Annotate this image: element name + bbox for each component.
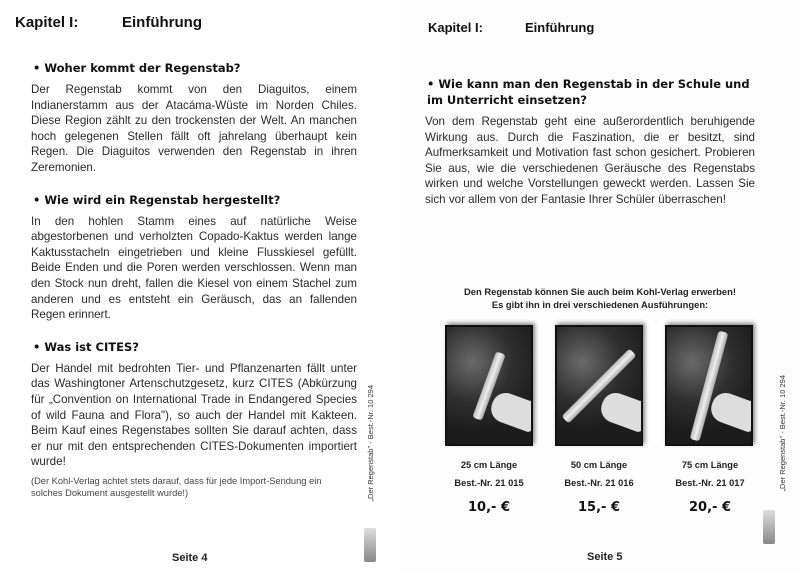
product-price: 15,- € (578, 500, 620, 515)
product-photo (555, 325, 643, 446)
product-length: 50 cm Länge (570, 460, 628, 470)
section-heading: • Was ist CITES? (33, 339, 139, 354)
chapter-label: Kapitel I: (15, 14, 79, 31)
page-number: Seite 5 (587, 551, 623, 563)
product-photo (665, 325, 753, 446)
product-photo (445, 325, 533, 446)
chapter-title: Einführung (122, 14, 202, 31)
publisher-logo-icon (763, 510, 775, 544)
product-price: 20,- € (689, 500, 731, 515)
side-order-text: „Der Regenstab" - Best.-Nr. 10 294 (778, 375, 787, 492)
section-text: Der Regenstab kommt von den Diaguitos, einem Indianerstamm aus der Atacáma-Wüste im Norden Chiles. Diese Region zählt zu den trockensten der Welt. An manchen hoch gelegenen Stellen fällt oft jahrelang überhaupt kein Regen. Die Diaguitos verwenden den Regenstab in ihren Zeremonien. (31, 83, 357, 174)
page-4-content (31, 60, 357, 565)
import-note: (Der Kohl-Verlag achtet stets darauf, dass für jede Import-Sendung ein solches Dokument ausgestellt wurde!) (31, 475, 322, 499)
page-number: Seite 4 (172, 552, 208, 564)
section-heading: • Wie wird ein Regenstab hergestellt? (33, 192, 281, 207)
product-length: 25 cm Länge (460, 460, 518, 470)
section-text: Von dem Regenstab geht eine außerordentlich beruhigende Wirkung aus. Durch die Faszination, die er besitzt, sind Aufmerksamkeit und Motivation fast schon gesichert. Probieren Sie aus, wie die verschiedenen Geräusche des Regenstabs wirken und welche Vorstellungen geweckt werden. Lassen Sie sich vor allem von der Fantasie Ihrer Schüler überraschen! (425, 115, 755, 206)
page-5-content (425, 76, 755, 208)
product-order-number: Best.-Nr. 21 016 (564, 478, 634, 488)
announcement-line: Es gibt ihn in drei verschiedenen Ausführungen: (491, 299, 709, 310)
section-text: Der Handel mit bedrohten Tier- und Pflanzenarten fällt unter das Washingtoner Artenschutzgesetz, kurz CITES (Abkürzung für „Convention on International Trade in Endangered Species of wild Fauna and Flora"), so auch der Handel mit Kakteen. Beim Kauf eines Regenstabes sollten Sie darauf achten, dass er nur mit den entsprechenden CITES-Dokumenten importiert wurde! (31, 361, 357, 469)
announcement-line: Den Regenstab können Sie auch beim Kohl-Verlag erwerben! (464, 286, 736, 297)
product-order-number: Best.-Nr. 21 017 (675, 478, 745, 488)
section-text: In den hohlen Stamm eines auf natürliche Weise abgestorbenen und verholzten Copado-Kaktus werden lange Kaktusstacheln eingetrieben und kleine Flusskiesel gefüllt. Beide Enden und die Poren werden verschlossen. Wenn man den Stock nun dreht, fallen die Kiesel von einem Stachel zum anderen und es entsteht ein Geräusch, das an fallenden Regen erinnert. (31, 214, 357, 322)
publisher-logo-icon (364, 528, 376, 562)
section-heading: • Wie kann man den Regenstab in der Schule und im Unterricht einsetzen? (427, 77, 750, 107)
side-order-text: „Der Regenstab" - Best.-Nr. 10 294 (366, 385, 375, 502)
page-5 (400, 0, 800, 571)
chapter-title: Einführung (525, 20, 595, 35)
product-order-number: Best.-Nr. 21 015 (454, 478, 524, 488)
chapter-label: Kapitel I: (428, 20, 483, 35)
section-heading: • Woher kommt der Regenstab? (33, 61, 241, 75)
product-price: 10,- € (468, 500, 510, 515)
product-length: 75 cm Länge (681, 460, 739, 470)
